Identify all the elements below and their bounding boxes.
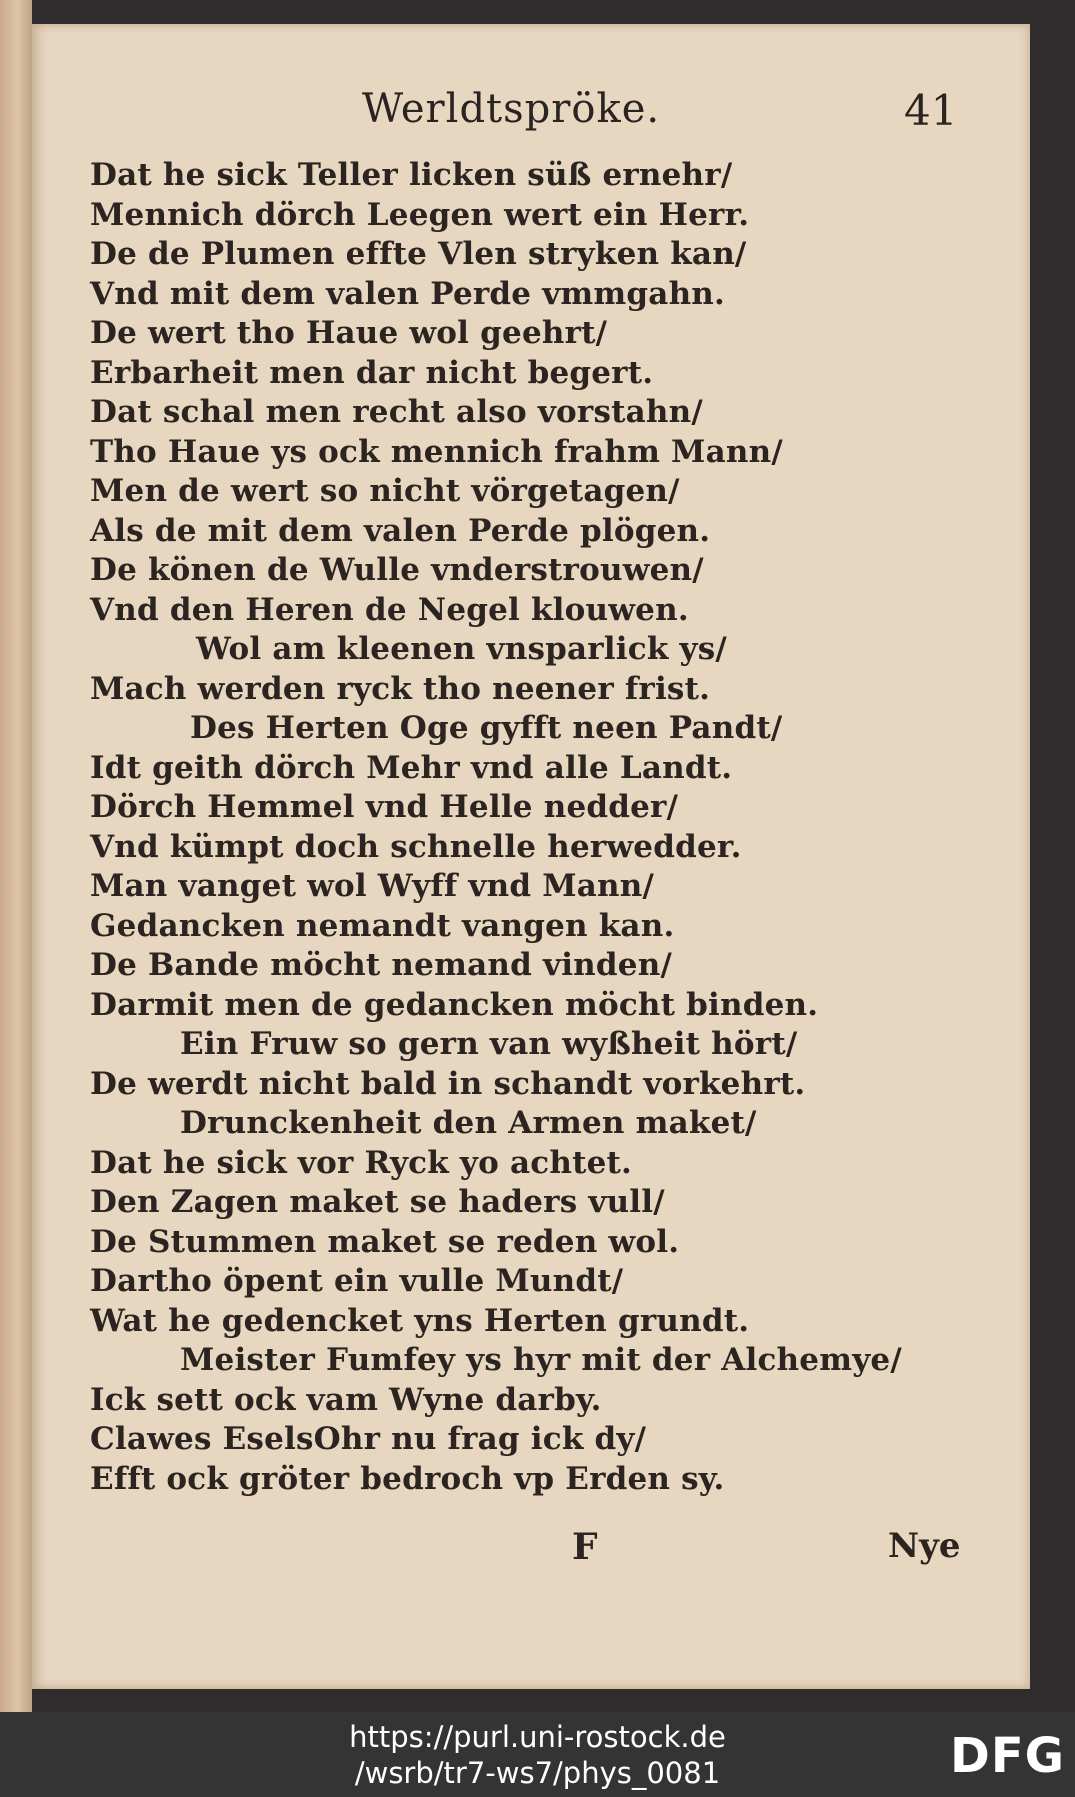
permalink-line-1[interactable]: https://purl.uni-rostock.de bbox=[349, 1720, 726, 1754]
verse-line: De Bande möcht nemand vinden/ bbox=[90, 947, 672, 983]
verse-line: Gedancken nemandt vangen kan. bbox=[90, 907, 675, 944]
verse-line: Tho Haue ys ock mennich frahm Mann/ bbox=[90, 433, 783, 470]
verse-line: Clawes EselsOhr nu frag ick dy/ bbox=[90, 1421, 647, 1457]
verse-line: De de Plumen effte Vlen stryken kan/ bbox=[90, 236, 747, 272]
verse-line: Dartho öpent ein vulle Mundt/ bbox=[90, 1263, 624, 1299]
verse-text-block bbox=[90, 156, 990, 1499]
verse-line: Vnd den Heren de Negel klouwen. bbox=[90, 591, 689, 628]
verse-line: Als de mit dem valen Perde plögen. bbox=[90, 512, 711, 549]
verse-line: Dat he sick vor Ryck yo achtet. bbox=[90, 1144, 633, 1181]
verse-line: Meister Fumfey ys hyr mit der Alchemye/ bbox=[180, 1342, 902, 1378]
permalink-line-2[interactable]: /wsrb/tr7-ws7/phys_0081 bbox=[354, 1756, 721, 1790]
verse-line: Den Zagen maket se haders vull/ bbox=[90, 1184, 665, 1220]
verse-line: Mach werden ryck tho neener frist. bbox=[90, 670, 711, 707]
catchword: Nye bbox=[888, 1526, 961, 1566]
verse-line: Drunckenheit den Armen maket/ bbox=[180, 1105, 757, 1141]
verse-line: Wat he gedencket yns Herten grundt. bbox=[90, 1302, 750, 1339]
verse-line: De Stummen maket se reden wol. bbox=[90, 1223, 680, 1260]
verse-line: Des Herten Oge gyfft neen Pandt/ bbox=[190, 710, 783, 746]
running-header: Werldtspröke. bbox=[362, 86, 661, 132]
previous-page-edge bbox=[0, 0, 32, 1712]
verse-line: De könen de Wulle vnderstrouwen/ bbox=[90, 552, 704, 588]
verse-line: Efft ock gröter bedroch vp Erden sy. bbox=[90, 1460, 725, 1497]
verse-line: Mennich dörch Leegen wert ein Herr. bbox=[90, 196, 750, 233]
verse-line: Idt geith dörch Mehr vnd alle Landt. bbox=[90, 749, 733, 786]
verse-line: Man vanget wol Wyff vnd Mann/ bbox=[90, 868, 655, 904]
verse-line: Erbarheit men dar nicht begert. bbox=[90, 354, 654, 391]
verse-line: Dat he sick Teller licken süß ernehr/ bbox=[90, 157, 733, 193]
verse-line: Darmit men de gedancken möcht binden. bbox=[90, 986, 819, 1023]
book-page bbox=[32, 24, 1030, 1689]
verse-line: De werdt nicht bald in schandt vorkehrt. bbox=[90, 1065, 806, 1102]
verse-line: Wol am kleenen vnsparlick ys/ bbox=[196, 631, 727, 667]
verse-line: Dörch Hemmel vnd Helle nedder/ bbox=[90, 789, 679, 825]
page-number: 41 bbox=[904, 86, 958, 135]
verse-line: Ein Fruw so gern van wyßheit hört/ bbox=[180, 1026, 798, 1062]
verse-line: De wert tho Haue wol geehrt/ bbox=[90, 315, 608, 351]
verse-line: Men de wert so nicht vörgetagen/ bbox=[90, 473, 680, 509]
verse-line: Vnd kümpt doch schnelle herwedder. bbox=[90, 828, 742, 865]
signature-mark: F bbox=[572, 1526, 598, 1568]
verse-line: Vnd mit dem valen Perde vmmgahn. bbox=[90, 275, 726, 312]
footer-bar bbox=[0, 1712, 1075, 1797]
verse-line: Ick sett ock vam Wyne darby. bbox=[90, 1381, 602, 1418]
dfg-logo: DFG bbox=[950, 1728, 1066, 1784]
verse-line: Dat schal men recht also vorstahn/ bbox=[90, 394, 703, 430]
